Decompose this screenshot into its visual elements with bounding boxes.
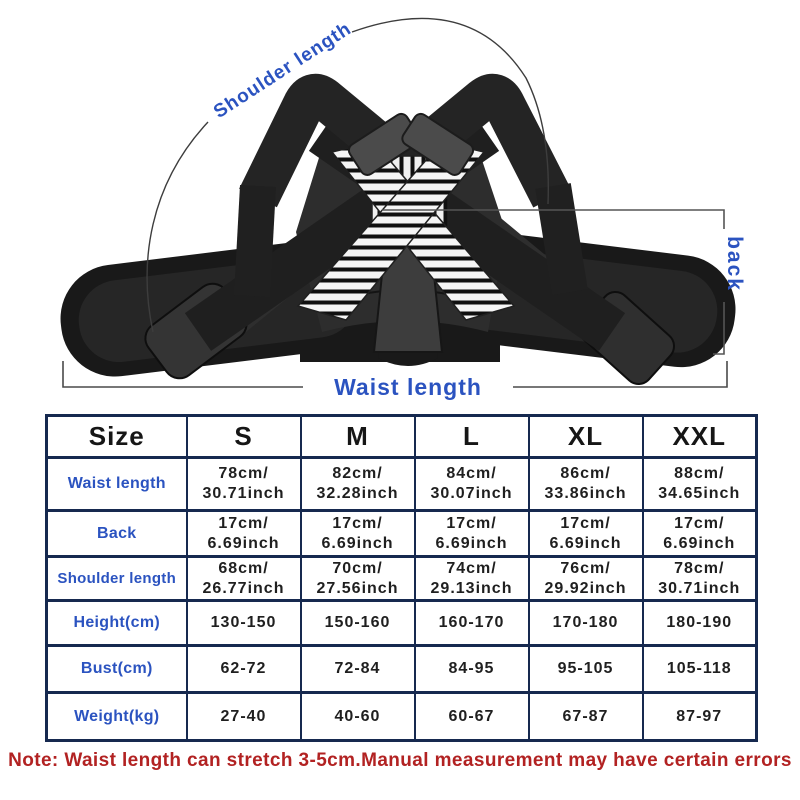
col-header-size: Size — [47, 416, 187, 458]
row-label-weight: Weight(kg) — [47, 693, 187, 741]
table-row-weight — [47, 693, 757, 741]
table-row-shoulder-length — [47, 557, 757, 601]
table-cell: 78cm/ 30.71inch — [187, 458, 301, 511]
table-cell: 72-84 — [301, 646, 415, 693]
col-header-l: L — [415, 416, 529, 458]
table-cell: 95-105 — [529, 646, 643, 693]
table-cell: 17cm/ 6.69inch — [529, 511, 643, 557]
table-cell: 27-40 — [187, 693, 301, 741]
col-header-xl: XL — [529, 416, 643, 458]
table-cell: 170-180 — [529, 601, 643, 646]
row-label-bust: Bust(cm) — [47, 646, 187, 693]
size-note: Note: Waist length can stretch 3-5cm.Manual measurement may have certain errors — [8, 750, 792, 771]
table-cell: 17cm/ 6.69inch — [415, 511, 529, 557]
table-row-bust — [47, 646, 757, 693]
table-cell: 88cm/ 34.65inch — [643, 458, 757, 511]
row-label-height: Height(cm) — [47, 601, 187, 646]
table-cell: 74cm/ 29.13inch — [415, 557, 529, 601]
col-header-m: M — [301, 416, 415, 458]
table-cell: 17cm/ 6.69inch — [301, 511, 415, 557]
waist-length-label: Waist length — [334, 374, 482, 400]
table-cell: 78cm/ 30.71inch — [643, 557, 757, 601]
table-cell: 130-150 — [187, 601, 301, 646]
table-cell: 84-95 — [415, 646, 529, 693]
table-cell: 17cm/ 6.69inch — [643, 511, 757, 557]
back-label: back — [723, 236, 746, 292]
table-cell: 87-97 — [643, 693, 757, 741]
table-cell: 67-87 — [529, 693, 643, 741]
table-cell: 62-72 — [187, 646, 301, 693]
table-row-back — [47, 511, 757, 557]
table-cell: 105-118 — [643, 646, 757, 693]
table-cell: 40-60 — [301, 693, 415, 741]
table-cell: 82cm/ 32.28inch — [301, 458, 415, 511]
table-row-height — [47, 601, 757, 646]
table-cell: 17cm/ 6.69inch — [187, 511, 301, 557]
table-cell: 76cm/ 29.92inch — [529, 557, 643, 601]
table-cell: 86cm/ 33.86inch — [529, 458, 643, 511]
row-label-shoulder-length: Shoulder length — [47, 557, 187, 601]
table-cell: 84cm/ 30.07inch — [415, 458, 529, 511]
table-cell: 68cm/ 26.77inch — [187, 557, 301, 601]
table-row-waist-length — [47, 458, 757, 511]
table-cell: 180-190 — [643, 601, 757, 646]
size-table — [45, 414, 758, 742]
col-header-s: S — [187, 416, 301, 458]
table-cell: 160-170 — [415, 601, 529, 646]
col-header-xxl: XXL — [643, 416, 757, 458]
table-cell: 150-160 — [301, 601, 415, 646]
table-cell: 60-67 — [415, 693, 529, 741]
table-cell: 70cm/ 27.56inch — [301, 557, 415, 601]
row-label-waist-length: Waist length — [47, 458, 187, 511]
row-label-back: Back — [47, 511, 187, 557]
shoulder-length-label: Shoulder length — [210, 18, 356, 123]
table-header-row — [47, 416, 757, 458]
